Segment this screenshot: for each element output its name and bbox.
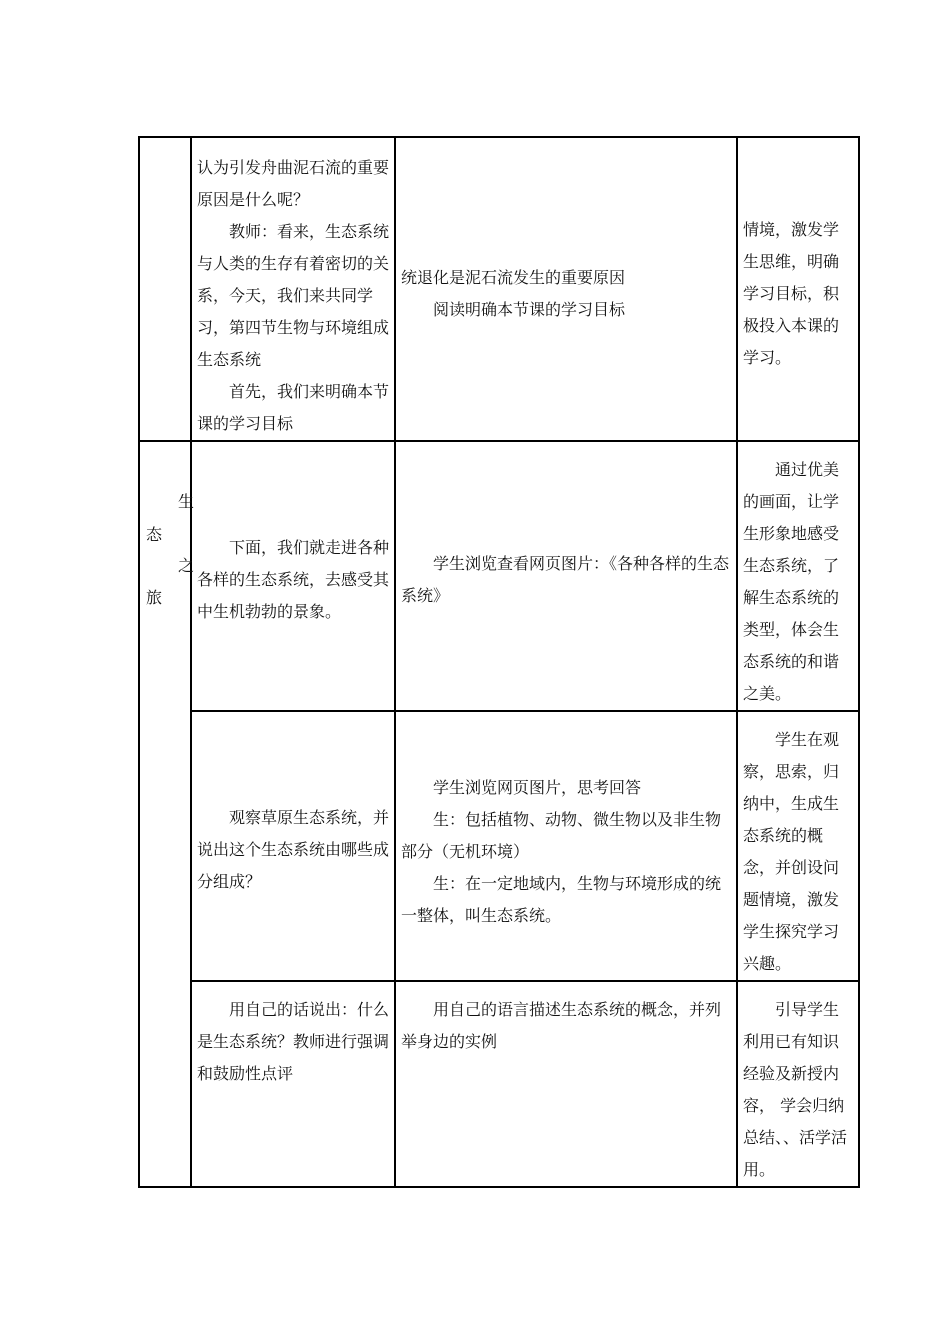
table-row	[139, 137, 859, 441]
stage-char: 之	[178, 556, 195, 575]
teacher-activity-cell	[191, 137, 395, 441]
intent-paragraph: 引导学生利用已有知识经验及新授内容， 学会归纳总结、、活学活用。	[743, 1000, 848, 1179]
stage-cell	[139, 441, 195, 1187]
student-activity-cell	[395, 711, 737, 981]
design-intent-cell	[737, 137, 859, 441]
student-paragraph: 学生浏览网页图片，思考回答	[433, 778, 642, 797]
teacher-paragraph: 认为引发舟曲泥石流的重要原因是什么呢？	[197, 158, 390, 209]
table-row	[139, 441, 859, 711]
teacher-activity-cell	[191, 981, 395, 1187]
lesson-plan-table	[138, 136, 860, 1188]
stage-cell	[139, 137, 191, 441]
intent-paragraph: 通过优美的画面，让学生形象地感受生态系统，了解生态系统的类型，体会生态系统的和谐之美。	[743, 460, 840, 703]
student-paragraph: 用自己的语言描述生态系统的概念，并列举身边的实例	[401, 1000, 722, 1051]
student-paragraph: 统退化是泥石流发生的重要原因	[401, 268, 626, 287]
student-paragraph: 学生浏览查看网页图片：《各种各样的生态系统》	[401, 554, 730, 605]
intent-paragraph: 学生在观察，思索，归纳中，生成生态系统的概念，并创设问题情境，激发学生探究学习兴趣。	[743, 730, 840, 973]
teacher-paragraph: 观察草原生态系统，并说出这个生态系统由哪些成分组成？	[197, 808, 390, 891]
table-row	[139, 711, 859, 981]
teacher-activity-cell	[191, 711, 395, 981]
table-row	[139, 981, 859, 1187]
student-activity-cell	[395, 137, 737, 441]
teacher-paragraph: 用自己的话说出：什么是生态系统？教师进行强调和鼓励性点评	[197, 1000, 390, 1083]
stage-label	[140, 442, 195, 1176]
stage-char: 旅	[146, 588, 163, 607]
teacher-paragraph: 首先，我们来明确本节课的学习目标	[197, 382, 390, 433]
design-intent-cell	[737, 441, 859, 711]
teacher-paragraph: 教师：看来，生态系统与人类的生存有着密切的关系，今天，我们来共同学习，第四节生物与环境组成生态系统	[197, 222, 390, 369]
student-paragraph: 生：在一定地域内，生物与环境形成的统一整体，叫生态系统。	[401, 874, 722, 925]
teacher-activity-cell	[191, 441, 395, 711]
intent-paragraph: 情境，激发学生思维，明确学习目标，积极投入本课的学习。	[743, 220, 840, 367]
teacher-paragraph: 下面，我们就走进各种各样的生态系统，去感受其中生机勃勃的景象。	[197, 538, 390, 621]
stage-char: 态	[146, 525, 163, 544]
student-paragraph: 阅读明确本节课的学习目标	[433, 300, 626, 319]
student-activity-cell	[395, 441, 737, 711]
student-activity-cell	[395, 981, 737, 1187]
student-paragraph: 生：包括植物、动物、微生物以及非生物部分（无机环境）	[401, 810, 722, 861]
stage-char: 生	[178, 492, 195, 511]
design-intent-cell	[737, 981, 859, 1187]
design-intent-cell	[737, 711, 859, 981]
